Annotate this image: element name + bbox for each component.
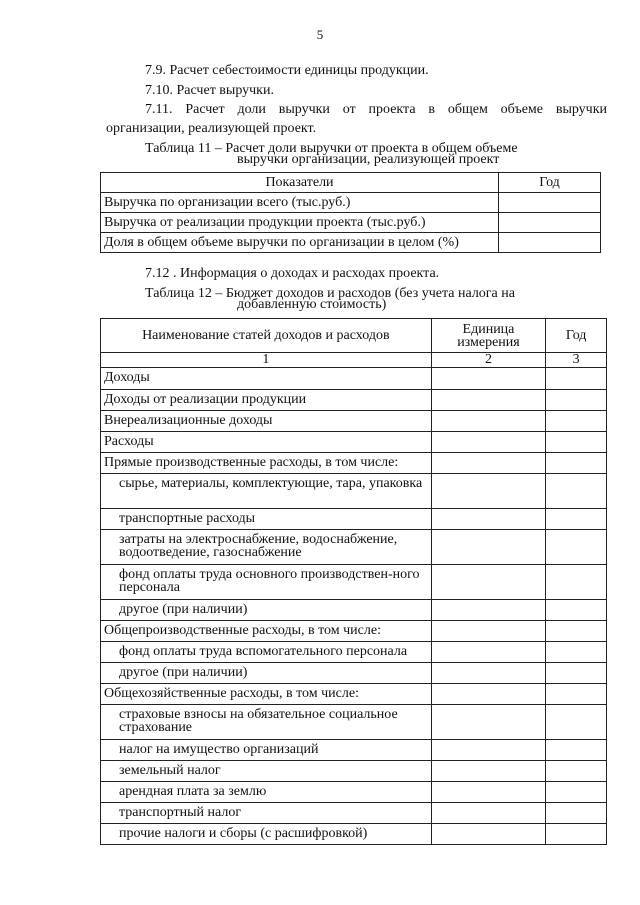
unit-cell bbox=[431, 509, 546, 530]
col-header-year: Год bbox=[546, 319, 607, 353]
table-11 bbox=[100, 172, 601, 253]
section-7-11-line1: 7.11. Расчет доли выручки от проекта в общем объеме выручки bbox=[145, 102, 607, 117]
row-label: Прямые производственные расходы, в том числе: bbox=[101, 453, 432, 474]
year-cell bbox=[546, 663, 607, 684]
table-row bbox=[101, 740, 607, 761]
year-cell bbox=[546, 432, 607, 453]
table-row bbox=[101, 213, 601, 233]
unit-cell bbox=[431, 368, 546, 390]
unit-cell bbox=[431, 474, 546, 509]
unit-cell bbox=[431, 621, 546, 642]
row-label: земельный налог bbox=[101, 761, 432, 782]
unit-cell bbox=[431, 705, 546, 740]
table-12 bbox=[100, 318, 607, 845]
table-row bbox=[101, 453, 607, 474]
col-number: 3 bbox=[546, 353, 607, 368]
section-7-10: 7.10. Расчет выручки. bbox=[145, 83, 274, 98]
year-cell bbox=[546, 600, 607, 621]
year-cell bbox=[546, 684, 607, 705]
table-row bbox=[101, 621, 607, 642]
unit-cell bbox=[431, 390, 546, 411]
row-label: Доля в общем объеме выручки по организации в целом (%) bbox=[101, 233, 499, 253]
table-row bbox=[101, 509, 607, 530]
page-number: 5 bbox=[316, 27, 324, 42]
unit-cell bbox=[431, 684, 546, 705]
table-row bbox=[101, 824, 607, 845]
table-header-row bbox=[101, 173, 601, 193]
unit-cell bbox=[431, 565, 546, 600]
row-label: транспортный налог bbox=[101, 803, 432, 824]
row-label: другое (при наличии) bbox=[101, 663, 432, 684]
table-row bbox=[101, 705, 607, 740]
row-label: Выручка по организации всего (тыс.руб.) bbox=[101, 193, 499, 213]
year-cell bbox=[546, 565, 607, 600]
table-row bbox=[101, 193, 601, 213]
year-cell bbox=[546, 368, 607, 390]
row-label: сырье, материалы, комплектующие, тара, упаковка bbox=[101, 474, 432, 509]
unit-cell bbox=[431, 824, 546, 845]
row-label: Общепроизводственные расходы, в том числе: bbox=[101, 621, 432, 642]
table-row bbox=[101, 565, 607, 600]
row-label: затраты на электроснабжение, водоснабжение, водоотведение, газоснабжение bbox=[101, 530, 432, 565]
row-label: фонд оплаты труда основного производствен-ного персонала bbox=[101, 565, 432, 600]
row-label: транспортные расходы bbox=[101, 509, 432, 530]
row-label: Общехозяйственные расходы, в том числе: bbox=[101, 684, 432, 705]
unit-cell bbox=[431, 642, 546, 663]
table-row bbox=[101, 600, 607, 621]
col-number: 2 bbox=[431, 353, 546, 368]
table-row bbox=[101, 474, 607, 509]
row-label: Доходы bbox=[101, 368, 432, 390]
year-cell bbox=[546, 621, 607, 642]
row-label: Расходы bbox=[101, 432, 432, 453]
row-value-year bbox=[499, 213, 601, 233]
row-value-year bbox=[499, 233, 601, 253]
table-header-row bbox=[101, 319, 607, 353]
col-header-unit: Единица измерения bbox=[431, 319, 546, 353]
table-row bbox=[101, 663, 607, 684]
year-cell bbox=[546, 824, 607, 845]
row-label: арендная плата за землю bbox=[101, 782, 432, 803]
year-cell bbox=[546, 803, 607, 824]
unit-cell bbox=[431, 803, 546, 824]
col-header-year: Год bbox=[499, 173, 601, 193]
table-row bbox=[101, 761, 607, 782]
unit-cell bbox=[431, 432, 546, 453]
table-row bbox=[101, 803, 607, 824]
table11-caption-line1: Таблица 11 – Расчет доли выручки от проекта в общем объеме bbox=[145, 141, 518, 156]
unit-cell bbox=[431, 663, 546, 684]
unit-cell bbox=[431, 600, 546, 621]
row-label: Выручка от реализации продукции проекта (тыс.руб.) bbox=[101, 213, 499, 233]
year-cell bbox=[546, 453, 607, 474]
col-header-item-name: Наименование статей доходов и расходов bbox=[101, 319, 432, 353]
col-header-indicators: Показатели bbox=[101, 173, 499, 193]
unit-cell bbox=[431, 411, 546, 432]
year-cell bbox=[546, 509, 607, 530]
table-row bbox=[101, 233, 601, 253]
table-row bbox=[101, 411, 607, 432]
unit-cell bbox=[431, 530, 546, 565]
table-row bbox=[101, 432, 607, 453]
table-row bbox=[101, 530, 607, 565]
table-row bbox=[101, 782, 607, 803]
table-row bbox=[101, 390, 607, 411]
row-label: фонд оплаты труда вспомогательного персонала bbox=[101, 642, 432, 663]
col-number: 1 bbox=[101, 353, 432, 368]
unit-cell bbox=[431, 740, 546, 761]
year-cell bbox=[546, 474, 607, 509]
unit-cell bbox=[431, 761, 546, 782]
row-label: другое (при наличии) bbox=[101, 600, 432, 621]
year-cell bbox=[546, 530, 607, 565]
table-row bbox=[101, 368, 607, 390]
unit-cell bbox=[431, 453, 546, 474]
unit-cell bbox=[431, 782, 546, 803]
section-7-11-line2: организации, реализующей проект. bbox=[106, 121, 317, 136]
column-number-row bbox=[101, 353, 607, 368]
row-label: страховые взносы на обязательное социальное страхование bbox=[101, 705, 432, 740]
row-label: Доходы от реализации продукции bbox=[101, 390, 432, 411]
year-cell bbox=[546, 782, 607, 803]
table12-caption-line1: Таблица 12 – Бюджет доходов и расходов (без учета налога на bbox=[145, 286, 515, 301]
table11-caption-line2: выручки организации, реализующей проект bbox=[237, 152, 500, 167]
year-cell bbox=[546, 642, 607, 663]
table12-caption-line2: добавленную стоимость) bbox=[237, 297, 387, 312]
row-value-year bbox=[499, 193, 601, 213]
table-row bbox=[101, 642, 607, 663]
section-7-12: 7.12 . Информация о доходах и расходах проекта. bbox=[145, 266, 440, 281]
year-cell bbox=[546, 761, 607, 782]
year-cell bbox=[546, 705, 607, 740]
year-cell bbox=[546, 411, 607, 432]
section-7-9: 7.9. Расчет себестоимости единицы продукции. bbox=[145, 63, 429, 78]
table-row bbox=[101, 684, 607, 705]
row-label: налог на имущество организаций bbox=[101, 740, 432, 761]
row-label: прочие налоги и сборы (с расшифровкой) bbox=[101, 824, 432, 845]
row-label: Внереализационные доходы bbox=[101, 411, 432, 432]
year-cell bbox=[546, 390, 607, 411]
year-cell bbox=[546, 740, 607, 761]
